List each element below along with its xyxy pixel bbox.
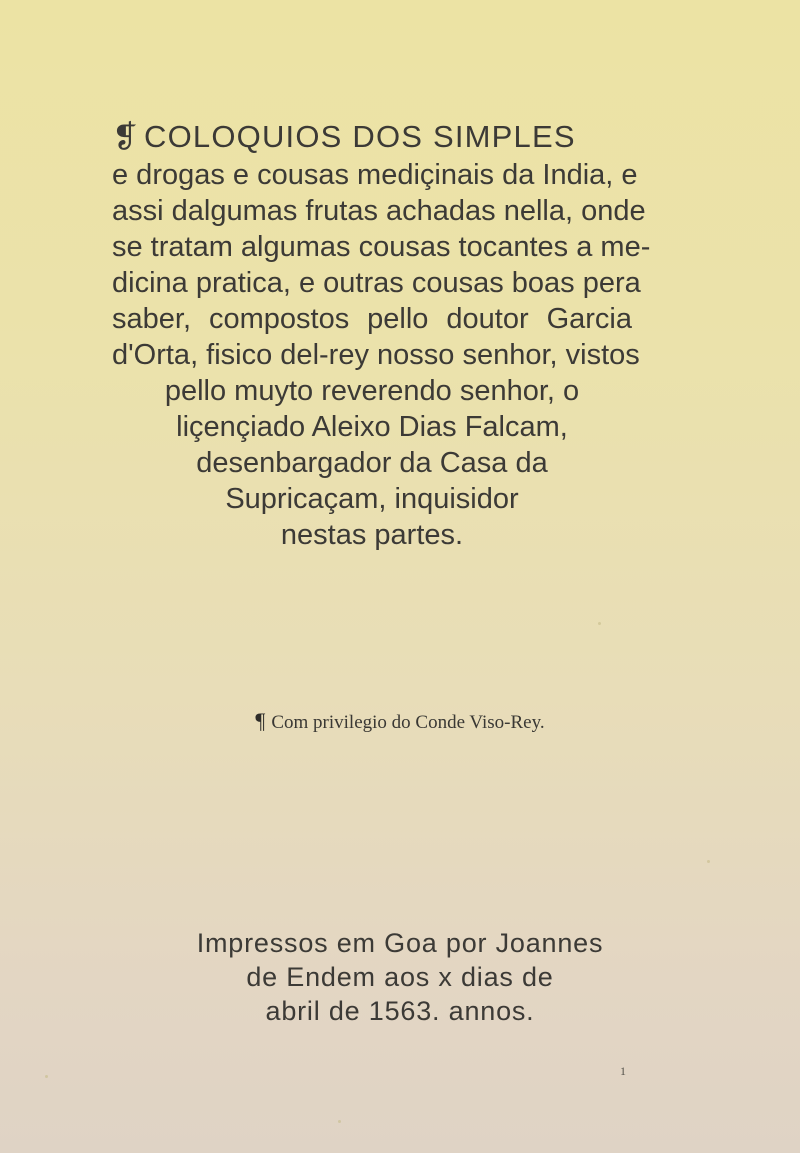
imprint-block	[0, 926, 800, 1028]
paper-speck	[45, 1075, 48, 1078]
centered-line-3: desenbargador da Casa da	[196, 447, 548, 479]
body-line-6: d'Orta, fisico del-rey nosso senhor, vistos	[112, 339, 640, 371]
imprint-line-2: de Endem aos x dias de	[246, 962, 554, 992]
paper-speck	[338, 1120, 341, 1123]
body-line-3: se tratam algumas cousas tocantes a me-	[112, 231, 651, 263]
body-line-2: assi dalgumas frutas achadas nella, onde	[112, 195, 646, 227]
paper-speck	[707, 860, 710, 863]
centered-line-5: nestas partes.	[280, 519, 464, 551]
book-title	[112, 117, 632, 157]
paper-speck	[598, 622, 601, 625]
centered-line-1: pello muyto reverendo senhor, o	[164, 375, 580, 407]
book-title-text: COLOQUIOS DOS SIMPLES	[143, 119, 576, 154]
privilege-text: Com privilegio do Conde Viso-Rey.	[271, 712, 545, 733]
centered-line-4: Supricaçam, inquisidor	[225, 483, 519, 515]
privilege-notice	[0, 708, 800, 734]
page-number: 1	[620, 1064, 626, 1078]
title-block	[112, 117, 651, 553]
centered-line-2: liçençiado Aleixo Dias Falcam,	[176, 411, 568, 443]
imprint-line-1: Impressos em Goa por Joannes	[196, 928, 604, 958]
body-line-4: dicina pratica, e outras cousas boas pera	[112, 267, 641, 299]
body-line-5: saber, compostos pello doutor Garcia	[112, 303, 632, 335]
pilcrow-icon: ¶	[255, 708, 266, 733]
body-line-1: e drogas e cousas mediçinais da India, e	[112, 159, 638, 191]
paragraph-mark-icon: ❡	[112, 119, 138, 154]
imprint-line-3: abril de 1563. annos.	[265, 996, 535, 1026]
